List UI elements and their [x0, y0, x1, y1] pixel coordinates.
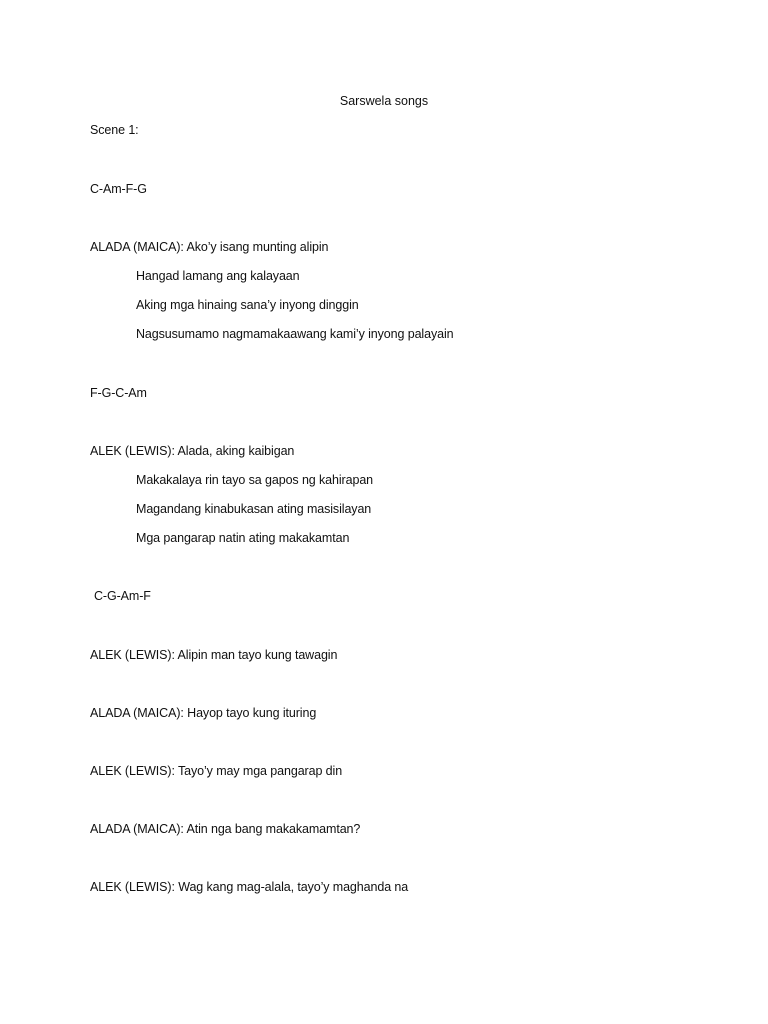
- lyric-line: [90, 705, 316, 721]
- lyric-line: [90, 821, 360, 837]
- lyric-text: Hayop tayo kung ituring: [187, 706, 317, 720]
- scene-heading: Scene 1:: [90, 123, 139, 137]
- document-title: Sarswela songs: [339, 94, 429, 108]
- lyric-line: Aking mga hinaing sana’y inyong dinggin: [136, 298, 359, 312]
- speaker-label: ALEK (LEWIS):: [90, 648, 175, 662]
- speaker-label: ALEK (LEWIS):: [90, 764, 175, 778]
- lyric-line: [90, 879, 408, 895]
- lyric-line: Makakalaya rin tayo sa gapos ng kahirapan: [136, 473, 374, 487]
- lyric-line: Hangad lamang ang kalayaan: [136, 269, 300, 283]
- lyric-line: Mga pangarap natin ating makakamtan: [136, 531, 350, 545]
- chord-progression: F-G-C-Am: [90, 386, 147, 400]
- speaker-label: ALEK (LEWIS):: [90, 880, 175, 894]
- chord-progression: C-Am-F-G: [90, 182, 147, 196]
- chord-progression: C-G-Am-F: [94, 589, 151, 603]
- lyric-line: [90, 239, 328, 255]
- lyric-text: Atin nga bang makakamamtan?: [186, 822, 361, 836]
- lyric-line: [90, 763, 342, 779]
- speaker-label: ALADA (MAICA):: [90, 706, 184, 720]
- speaker-label: ALADA (MAICA):: [90, 240, 184, 254]
- lyric-line: Magandang kinabukasan ating masisilayan: [136, 502, 372, 516]
- lyric-text: Ako’y isang munting alipin: [186, 240, 329, 254]
- lyric-text: Alipin man tayo kung tawagin: [177, 648, 338, 662]
- lyric-text: Wag kang mag-alala, tayo’y maghanda na: [178, 880, 409, 894]
- lyric-text: Tayo’y may mga pangarap din: [178, 764, 343, 778]
- speaker-label: ALEK (LEWIS):: [90, 444, 175, 458]
- lyric-line: Nagsusumamo nagmamakaawang kami’y inyong palayain: [136, 327, 454, 341]
- lyric-line: [90, 443, 294, 459]
- speaker-label: ALADA (MAICA):: [90, 822, 184, 836]
- lyric-line: [90, 647, 337, 663]
- lyric-text: Alada, aking kaibigan: [177, 444, 295, 458]
